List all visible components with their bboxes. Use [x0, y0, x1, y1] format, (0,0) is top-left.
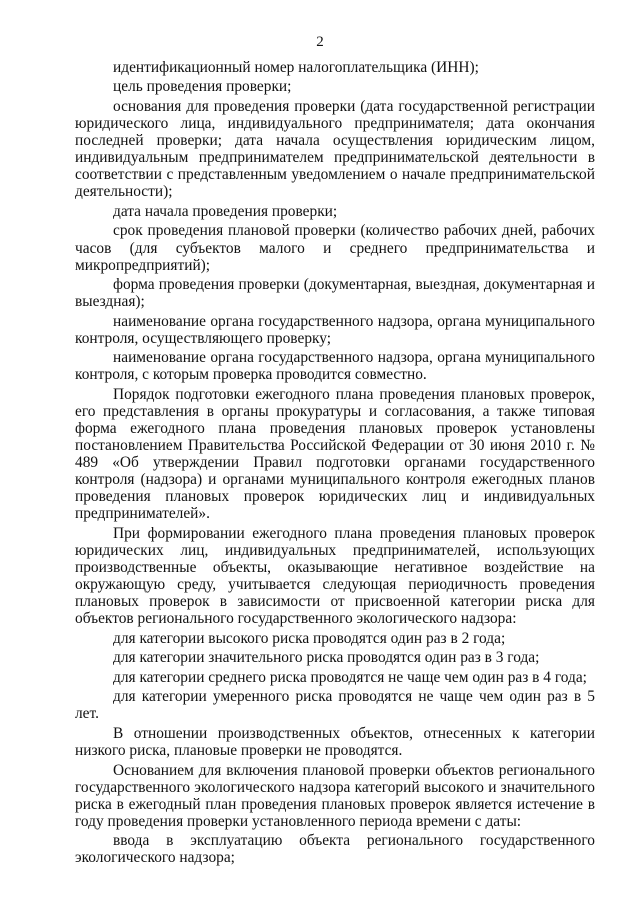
paragraph: основания для проведения проверки (дата государственной регистрации юридического лица, индивидуального предпринимателя; дата окончания последней проверки; дата начала осуществления юридическим лицом, индивидуальным предпринимателем предпринимательской деятельности в соответствии с представленным уведомлением о начале предпринимательской деятельности);	[75, 97, 595, 201]
paragraph: цель проведения проверки;	[113, 78, 292, 96]
document-body	[75, 59, 595, 869]
paragraph: для категории умеренного риска проводятся не чаще чем один раз в 5 лет.	[75, 688, 595, 723]
paragraph: При формировании ежегодного плана проведения плановых проверок юридических лиц, индивидуальных предпринимателей, использующих производственные объекты, оказывающие негативное воздействие на окружающую среду, учитывается следующая периодичность проведения плановых проверок в зависимости от присвоенной категории риска для объектов регионального государственного экологического надзора:	[75, 524, 595, 628]
paragraph: дата начала проведения проверки;	[113, 202, 338, 220]
paragraph: Основанием для включения плановой проверки объектов регионального государственного экологического надзора категорий высокого и значительного риска в ежегодный план проведения плановых проверок является истечение в году проведения проверки установленного периода времени с даты:	[75, 761, 595, 830]
paragraph: ввода в эксплуатацию объекта регионального государственного экологического надзора;	[75, 832, 595, 867]
paragraph: идентификационный номер налогоплательщика (ИНН);	[113, 59, 479, 76]
paragraph: для категории высокого риска проводятся один раз в 2 года;	[113, 629, 506, 647]
paragraph: наименование органа государственного надзора, органа муниципального контроля, осуществляющего проверку;	[75, 312, 595, 347]
paragraph: форма проведения проверки (документарная, выездная, документарная и выездная);	[75, 276, 595, 311]
paragraph: для категории среднего риска проводятся не чаще чем один раз в 4 года;	[113, 668, 587, 686]
paragraph: наименование органа государственного надзора, органа муниципального контроля, с которым проверка проводится совместно.	[75, 349, 595, 384]
paragraph: для категории значительного риска проводятся один раз в 3 года;	[113, 649, 540, 667]
page-number: 2	[316, 34, 324, 50]
paragraph: В отношении производственных объектов, отнесенных к категории низкого риска, плановые проверки не проводятся.	[75, 724, 595, 760]
paragraph: Порядок подготовки ежегодного плана проведения плановых проверок, его представления в органы прокуратуры и согласования, а также типовая форма ежегодного плана проведения плановых проверок установлены постановлением Правительства Российской Федерации от 30 июня 2010 г. № 489 «Об утверждении Правил подготовки органами государственного контроля (надзора) и органами муниципального контроля ежегодных планов проведения плановых проверок юридических лиц и индивидуальных предпринимателей».	[75, 385, 595, 523]
paragraph: срок проведения плановой проверки (количество рабочих дней, рабочих часов (для субъектов малого и среднего предпринимательства и микропредприятий);	[75, 222, 595, 274]
